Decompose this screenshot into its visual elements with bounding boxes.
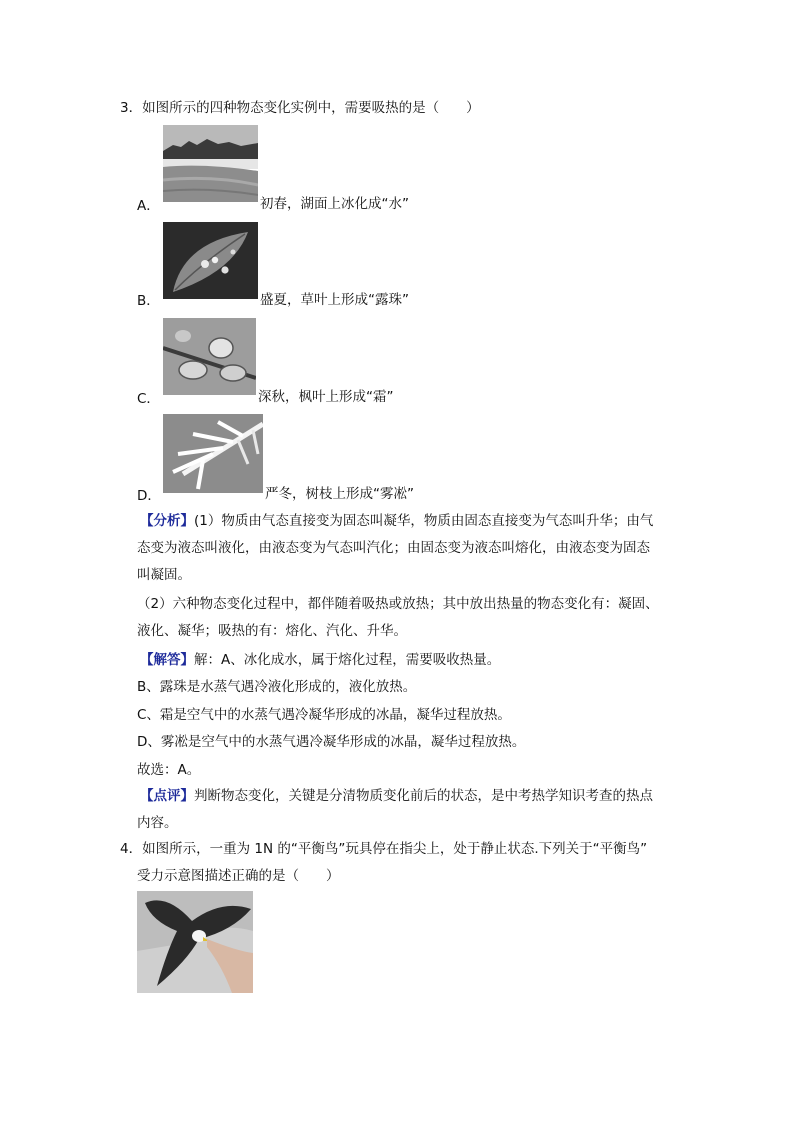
frost-leaf-photo [163, 318, 256, 395]
answer-line-3: C、霜是空气中的水蒸气遇冷凝华形成的冰晶，凝华过程放热。 [137, 707, 511, 723]
option-a-text: 初春，湖面上冰化成“水” [260, 196, 409, 212]
answer-line-2: B、露珠是水蒸气遇冷液化形成的，液化放热。 [137, 679, 417, 695]
analysis-line-1: (1）物质由气态直接变为固态叫凝华，物质由固态直接变为气态叫升华；由气 [194, 513, 654, 529]
analysis-line-5: 液化、凝华；吸热的有：熔化、汽化、升华。 [137, 623, 407, 639]
answer-line-4: D、雾凇是空气中的水蒸气遇冷凝华形成的冰晶，凝华过程放热。 [137, 734, 526, 750]
option-d-letter: D． [137, 488, 161, 504]
comment-block [140, 784, 653, 804]
answer-line-5: 故选：A。 [137, 762, 201, 778]
answer-line-1: 解：A、冰化成水，属于熔化过程，需要吸收热量。 [194, 652, 501, 668]
analysis-tag: 【分析】 [140, 513, 194, 529]
option-b-text: 盛夏，草叶上形成“露珠” [260, 292, 409, 308]
analysis-line-2: 态变为液态叫液化，由液态变为气态叫汽化；由固态变为液态叫熔化，由液态变为固态 [137, 540, 650, 556]
answer-tag: 【解答】 [140, 652, 194, 668]
question-3-stem: 3．如图所示的四种物态变化实例中，需要吸热的是（ ） [120, 100, 480, 116]
answer-block [140, 648, 500, 668]
question-4-line-2: 受力示意图描述正确的是（ ） [137, 868, 340, 884]
comment-tag: 【点评】 [140, 788, 194, 804]
option-b-letter: B． [137, 293, 160, 309]
option-d-text: 严冬，树枝上形成“雾凇” [265, 486, 414, 502]
comment-line-1: 判断物态变化，关键是分清物质变化前后的状态，是中考热学知识考查的热点 [194, 788, 653, 804]
analysis-line-3: 叫凝固。 [137, 567, 191, 583]
analysis-block [140, 509, 653, 529]
analysis-line-4: （2）六种物态变化过程中，都伴随着吸热或放热；其中放出热量的物态变化有：凝固、 [137, 596, 659, 612]
lake-photo [163, 125, 258, 202]
option-c-text: 深秋，枫叶上形成“霜” [258, 389, 394, 405]
question-4-line-1: 4．如图所示，一重为 1N 的“平衡鸟”玩具停在指尖上，处于静止状态.下列关于“平衡鸟” [120, 841, 648, 857]
rime-branch-photo [163, 414, 263, 493]
option-a-letter: A． [137, 198, 160, 214]
option-c-letter: C． [137, 391, 160, 407]
dew-leaf-photo [163, 222, 258, 299]
comment-line-2: 内容。 [137, 815, 178, 831]
balance-bird-photo [137, 891, 253, 993]
